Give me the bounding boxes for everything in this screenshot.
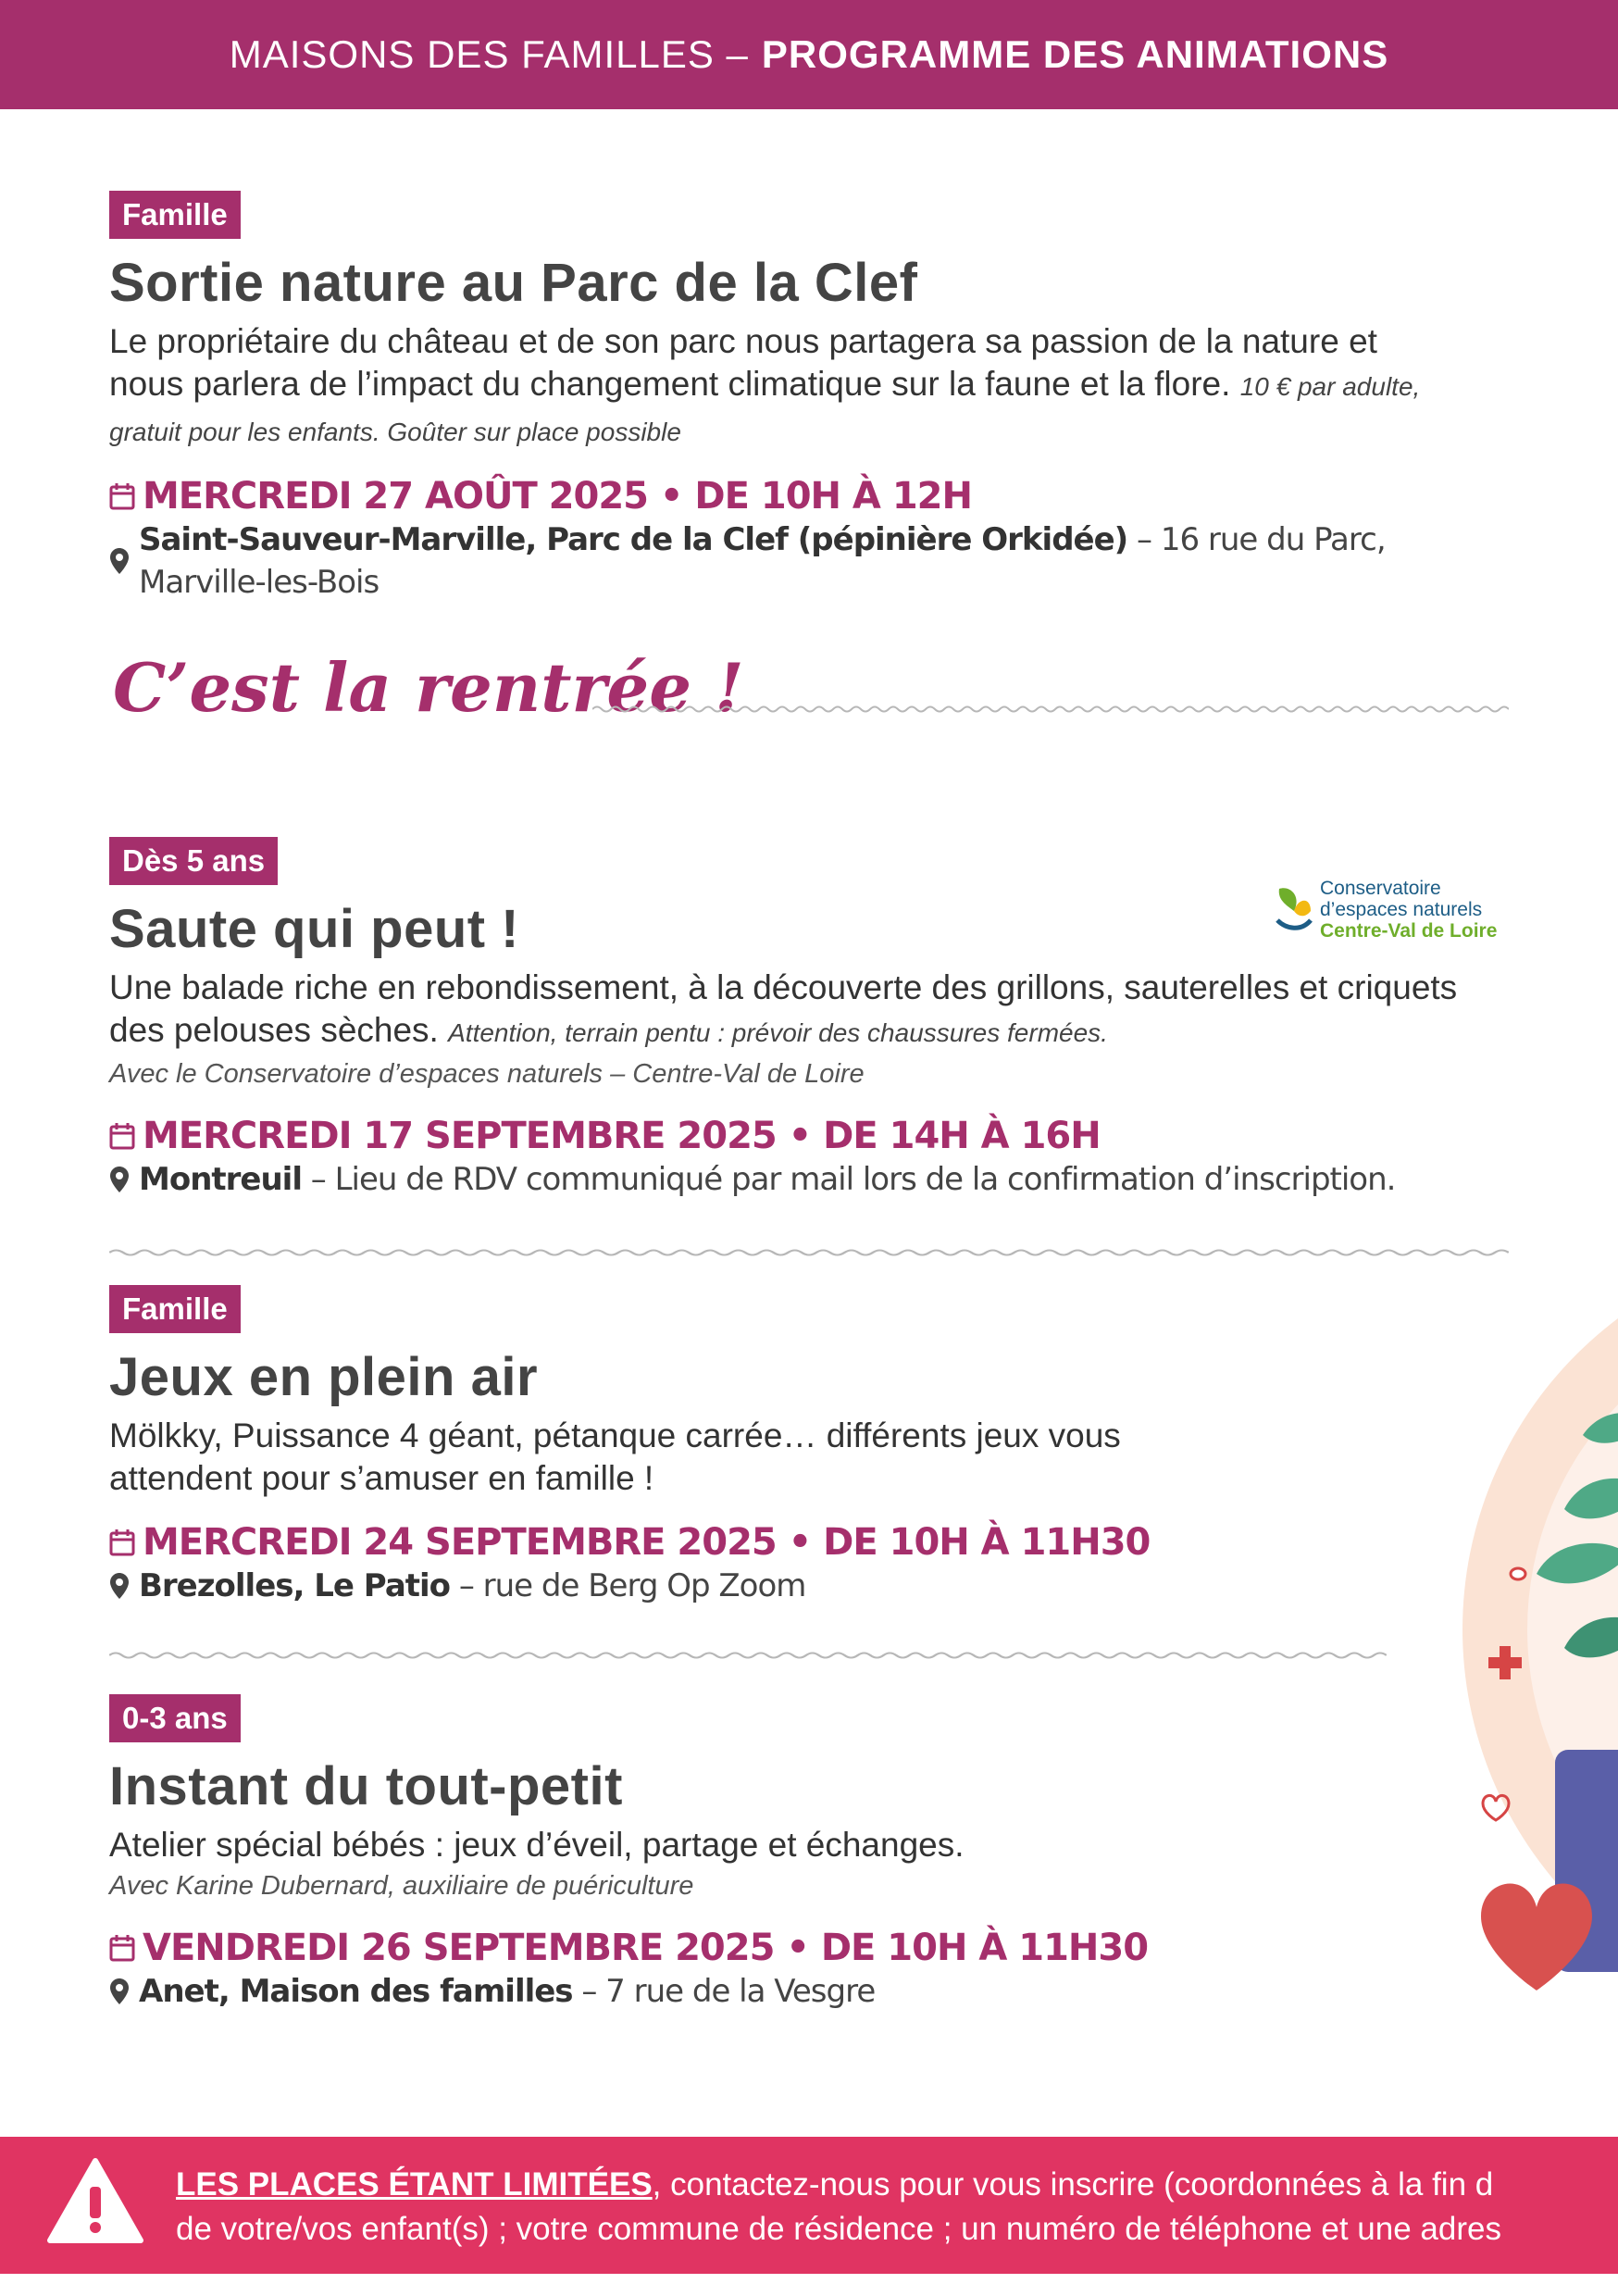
event-date-text: MERCREDI 17 SEPTEMBRE 2025 • DE 14H À 16H — [143, 1115, 1101, 1157]
header-light-text: MAISONS DES FAMILLES – — [229, 32, 749, 76]
calendar-icon — [109, 1529, 135, 1556]
event-description — [109, 967, 1516, 1093]
location-pin-icon — [109, 1572, 130, 1600]
location-address: – rue de Berg Op Zoom — [450, 1567, 806, 1604]
audience-badge: 0-3 ans — [109, 1694, 241, 1742]
event-date — [109, 474, 1516, 518]
location-pin-icon — [109, 547, 130, 575]
event-date — [109, 1520, 1516, 1565]
event-title: Sortie nature au Parc de la Clef — [109, 253, 918, 313]
location-pin-icon — [109, 1166, 130, 1193]
wavy-divider — [592, 704, 1509, 715]
event-card — [109, 837, 1516, 1201]
event-location — [109, 1970, 1516, 2013]
event-title: Jeux en plein air — [109, 1347, 539, 1407]
location-name: Anet, Maison des familles — [139, 1973, 573, 2010]
event-card — [109, 191, 1516, 604]
calendar-icon — [109, 1122, 135, 1150]
event-description — [109, 1824, 1313, 1905]
audience-badge: Famille — [109, 191, 241, 239]
event-card — [109, 1285, 1516, 1607]
warning-icon — [46, 2157, 144, 2246]
calendar-icon — [109, 482, 135, 510]
logo-line-2: d’espaces naturels — [1320, 899, 1483, 920]
location-address: – 16 rue du Parc, Marville-les-Bois — [139, 521, 1386, 601]
event-date-text: MERCREDI 27 AOÛT 2025 • DE 10H À 12H — [143, 475, 972, 518]
event-description — [109, 320, 1442, 454]
event-credit: Avec Karine Dubernard, auxiliaire de puériculture — [109, 1871, 694, 1901]
event-date — [109, 1114, 1516, 1158]
event-description — [109, 1415, 1201, 1500]
event-note: Attention, terrain pentu : prévoir des chaussures fermées. — [448, 1018, 1108, 1047]
logo-line-3: Centre-Val de Loire — [1320, 920, 1498, 942]
location-name: Saint-Sauveur-Marville, Parc de la Clef (pépinière Orkidée) — [139, 521, 1128, 558]
event-note: 10 € par adulte, gratuit pour les enfants. Goûter sur place possible — [109, 372, 1421, 446]
footer-banner — [0, 2137, 1618, 2274]
event-description-text: Atelier spécial bébés : jeux d’éveil, partage et échanges. — [109, 1826, 965, 1864]
calendar-icon — [109, 1934, 135, 1962]
section-title: C’est la rentrée ! — [113, 648, 744, 727]
audience-badge: Dès 5 ans — [109, 837, 278, 885]
location-address: – 7 rue de la Vesgre — [572, 1973, 876, 2010]
event-title: Instant du tout-petit — [109, 1756, 623, 1816]
footer-text — [176, 2163, 1618, 2252]
event-location — [109, 518, 1516, 604]
event-credit: Avec le Conservatoire d’espaces naturels – Centre-Val de Loire — [109, 1059, 865, 1089]
event-location — [109, 1158, 1516, 1201]
event-date-text: MERCREDI 24 SEPTEMBRE 2025 • DE 10H À 11H30 — [143, 1521, 1151, 1564]
footer-line-2: de votre/vos enfant(s) ; votre commune de résidence ; un numéro de téléphone et une adres — [176, 2211, 1501, 2247]
event-location — [109, 1565, 1516, 1607]
footer-emphasis: LES PLACES ÉTANT LIMITÉES — [176, 2166, 653, 2202]
wavy-divider — [109, 1247, 1509, 1258]
event-card — [109, 1694, 1516, 2013]
audience-badge: Famille — [109, 1285, 241, 1333]
event-title: Saute qui peut ! — [109, 899, 519, 959]
event-date-text: VENDREDI 26 SEPTEMBRE 2025 • DE 10H À 11H30 — [143, 1927, 1149, 1969]
logo-line-1: Conservatoire — [1320, 878, 1441, 899]
header-bold-text: PROGRAMME DES ANIMATIONS — [761, 32, 1389, 76]
footer-line-1: , contactez-nous pour vous inscrire (coordonnées à la fin d — [652, 2166, 1494, 2202]
event-date — [109, 1926, 1516, 1970]
event-description-text: Le propriétaire du château et de son parc nous partagera sa passion de la nature et nous parlera de l’impact du changement climatique sur la faune et la flore. — [109, 322, 1377, 403]
wavy-divider — [109, 1650, 1387, 1661]
event-description-text: Une balade riche en rebondissement, à la découverte des grillons, sauterelles et criquets des pelouses sèches. — [109, 968, 1458, 1049]
event-description-text: Mölkky, Puissance 4 géant, pétanque carrée… différents jeux vous attendent pour s’amuser en famille ! — [109, 1416, 1121, 1497]
location-address: – Lieu de RDV communiqué par mail lors de la confirmation d’inscription. — [302, 1161, 1396, 1198]
location-name: Montreuil — [139, 1161, 302, 1198]
page-header — [0, 0, 1618, 109]
decorative-illustration — [1425, 1268, 1618, 1990]
location-name: Brezolles, Le Patio — [139, 1567, 451, 1604]
location-pin-icon — [109, 1978, 130, 2005]
